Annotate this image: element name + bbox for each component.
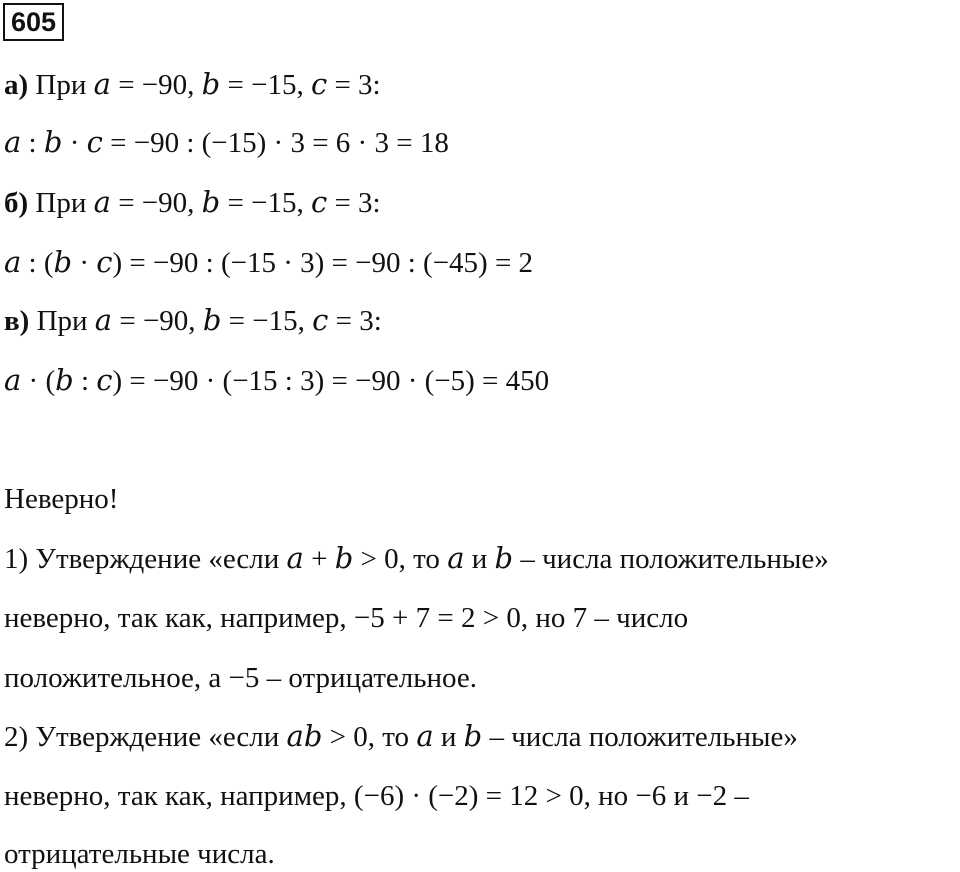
problem-number-badge: 605 [3, 3, 64, 41]
explanation-line: неверно, так как, например, −5 + 7 = 2 > 0, но 7 – число [4, 602, 689, 634]
part-c-condition-text: При a = −90, b = −15, c = 3: [36, 303, 382, 337]
part-c-condition [4, 302, 382, 339]
explanation-line: 2) Утверждение «если ab > 0, то a и b – числа положительные» [4, 719, 798, 753]
explanation-line: неверно, так как, например, (−6) · (−2) = 12 > 0, но −6 и −2 – [4, 780, 749, 812]
part-c-label: в) [4, 305, 30, 337]
part-c-expression: a · (b : c) = −90 · (−15 : 3) = −90 · (−5) = 450 [4, 363, 550, 397]
part-a-condition-text: При a = −90, b = −15, c = 3: [35, 67, 381, 101]
part-a-expression: a : b · c = −90 : (−15) · 3 = 6 · 3 = 18 [4, 125, 449, 159]
explanation-line: положительное, а −5 – отрицательное. [4, 662, 477, 694]
explanation-line: отрицательные числа. [4, 838, 275, 870]
part-b-expression: a : (b · c) = −90 : (−15 · 3) = −90 : (−45) = 2 [4, 245, 534, 279]
verdict: Неверно! [4, 483, 119, 515]
part-b-condition-text: При a = −90, b = −15, c = 3: [35, 185, 381, 219]
part-b-condition [4, 184, 381, 221]
part-b-label: б) [4, 187, 29, 219]
part-a-condition [4, 66, 381, 103]
part-a-label: а) [4, 69, 29, 101]
explanation-line: 1) Утверждение «если a + b > 0, то a и b – числа положительные» [4, 541, 829, 575]
